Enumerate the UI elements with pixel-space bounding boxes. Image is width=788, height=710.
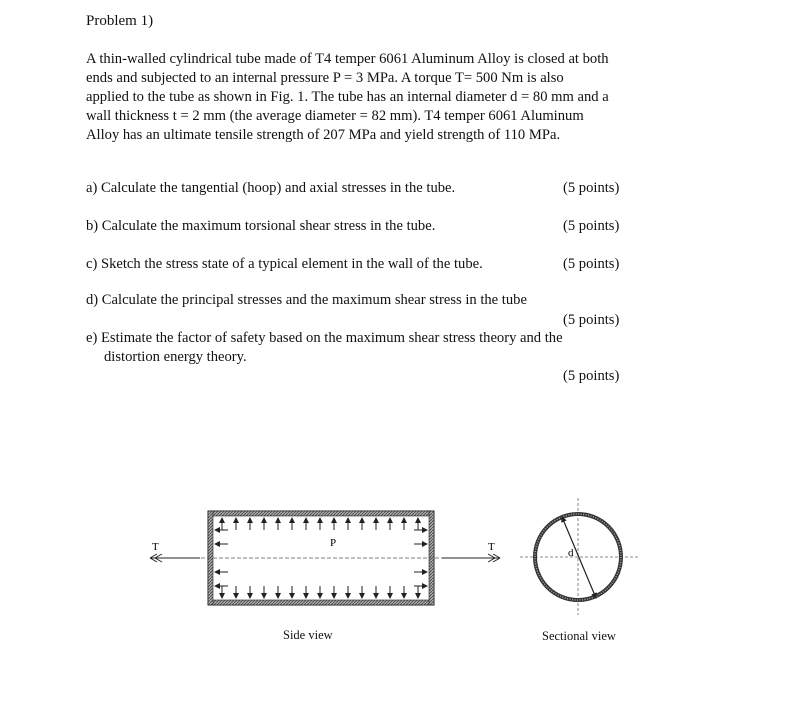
question-b: b) Calculate the maximum torsional shear stress in the tube. [86,218,436,234]
question-a: a) Calculate the tangential (hoop) and axial stresses in the tube. [86,180,456,196]
statement-line: applied to the tube as shown in Fig. 1. The tube has an internal diameter d = 80 mm and a [86,88,609,105]
torque-arrow-right [442,554,500,562]
side-view-caption: Side view [283,628,333,642]
torque-arrow-left [150,554,200,562]
points-a: (5 points) [563,180,620,196]
statement-line: A thin-walled cylindrical tube made of T4 temper 6061 Aluminum Alloy is closed at both [86,51,609,67]
torque-label-right: T [488,541,495,553]
pressure-arrows-bottom [222,586,418,598]
torque-label-left: T [152,541,159,553]
question-c: c) Sketch the stress state of a typical element in the wall of the tube. [86,256,483,272]
pressure-label: P [330,537,337,549]
tube-sectional-view [520,498,640,615]
tube-side-view [165,511,470,605]
question-d: d) Calculate the principal stresses and the maximum shear stress in the tube [86,292,527,308]
pressure-arrows-top [222,518,418,530]
problem-title: Problem 1) [86,13,154,29]
sectional-view-caption: Sectional view [542,629,616,643]
question-e: e) Estimate the factor of safety based on the maximum shear stress theory and the [86,330,563,346]
statement-line: ends and subjected to an internal pressure P = 3 MPa. A torque T= 500 Nm is also [86,69,564,86]
points-d: (5 points) [563,312,620,328]
question-e-continued: distortion energy theory. [104,349,247,365]
statement-line: wall thickness t = 2 mm (the average diameter = 82 mm). T4 temper 6061 Aluminum [86,107,584,124]
points-b: (5 points) [563,218,620,234]
diameter-label: d [568,547,574,559]
points-c: (5 points) [563,256,620,272]
points-e: (5 points) [563,368,620,384]
statement-line: Alloy has an ultimate tensile strength of 207 MPa and yield strength of 110 MPa. [86,126,561,143]
